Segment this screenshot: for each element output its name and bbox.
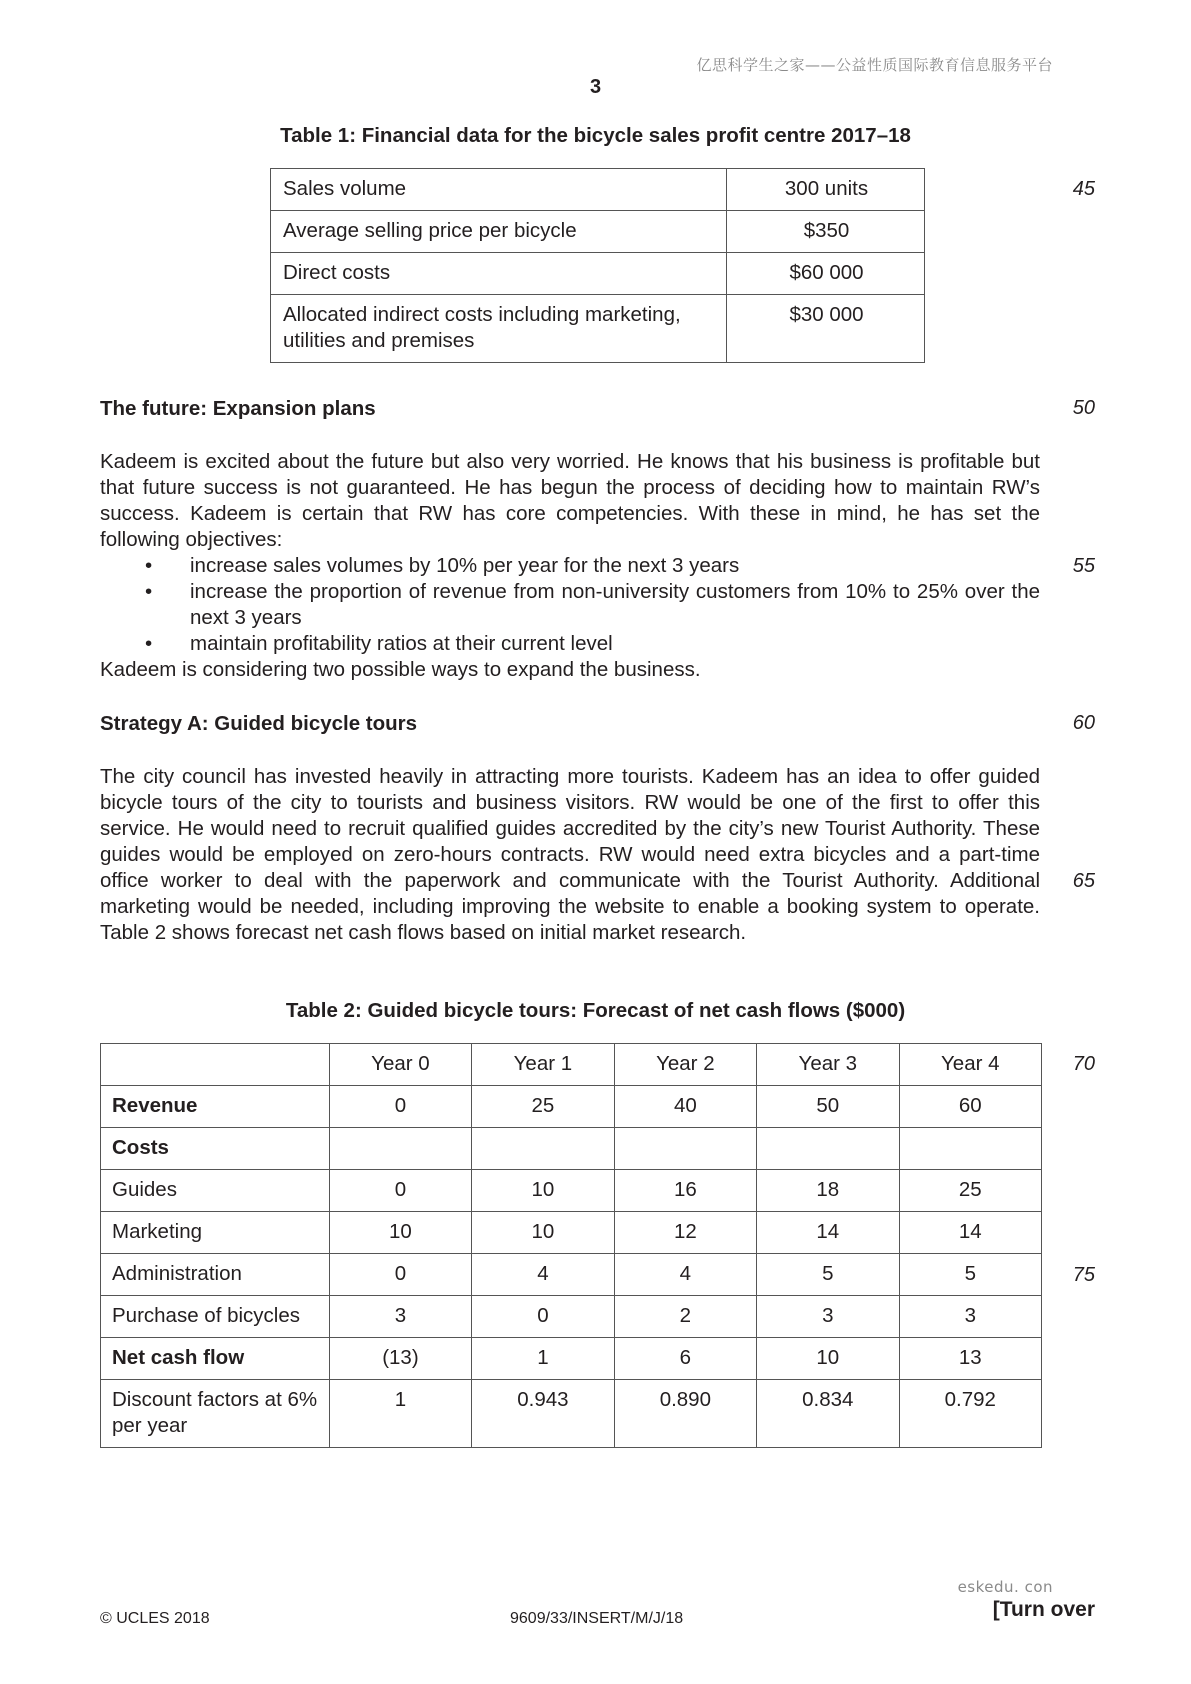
section-strategy-a-body: [100, 764, 1040, 946]
row-label: Administration: [101, 1254, 330, 1296]
table-cell: 12: [614, 1212, 756, 1254]
table-cell: 3: [899, 1296, 1041, 1338]
table1-value: $350: [727, 211, 925, 253]
table-cell: [329, 1128, 471, 1170]
row-label: Costs: [101, 1128, 330, 1170]
table-cell: 0.792: [899, 1380, 1041, 1448]
table-cell: 40: [614, 1086, 756, 1128]
table-header-row: [101, 1044, 1042, 1086]
table1-label: Sales volume: [271, 169, 727, 211]
table-cell: 3: [757, 1296, 899, 1338]
footer-paper-code: 9609/33/INSERT/M/J/18: [510, 1610, 684, 1627]
table-cell: 0: [472, 1296, 614, 1338]
line-number: 65: [1072, 870, 1095, 892]
footer-watermark: eskedu. con: [957, 1578, 1053, 1596]
row-label: Guides: [101, 1170, 330, 1212]
footer-copyright: © UCLES 2018: [100, 1610, 210, 1627]
table-cell: 0: [329, 1086, 471, 1128]
table-cell: 5: [899, 1254, 1041, 1296]
strategy-a-text: The city council has invested heavily in attracting more tourists. Kadeem has an idea to offer guided bicycle tours of the city to tourists and business visitors. RW would be one of the first to offer this service. He would need to recruit qualified guides accredited by the city’s new Tourist Authority. These guides would be employed on zero-hours contracts. RW would need extra bicycles and a part-time office worker to deal with the paperwork and communicate with the Tourist Authority. Additional marketing would be needed, including improving the website to enable a booking system to operate. Table 2 shows forecast net cash flows based on initial market research.: [100, 765, 1040, 944]
turn-over-label: [Turn over: [992, 1598, 1095, 1621]
table-cell: 4: [614, 1254, 756, 1296]
line-number: 70: [1072, 1053, 1095, 1075]
table-row: [271, 169, 925, 211]
table-cell: 0.834: [757, 1380, 899, 1448]
row-label: Purchase of bicycles: [101, 1296, 330, 1338]
table1-label: Allocated indirect costs including marketing, utilities and premises: [271, 295, 727, 363]
list-item: • increase the proportion of revenue from non-university customers from 10% to 25% over the next 3 years: [100, 579, 1040, 631]
table-cell: 0.943: [472, 1380, 614, 1448]
table1-label: Direct costs: [271, 253, 727, 295]
table-cell: 10: [472, 1170, 614, 1212]
line-number: 60: [1072, 712, 1095, 734]
table2-header-cell: Year 2: [614, 1044, 756, 1086]
future-intro: Kadeem is excited about the future but also very worried. He knows that his business is profitable but that future success is not guaranteed. He has begun the process of deciding how to maintain RW’s success. Kadeem is certain that RW has core competencies. With these in mind, he has set the following objectives:: [100, 450, 1040, 551]
table2-title: Table 2: Guided bicycle tours: Forecast of net cash flows ($000): [285, 999, 906, 1022]
table-cell: 18: [757, 1170, 899, 1212]
table-row: [101, 1212, 1042, 1254]
table-cell: 4: [472, 1254, 614, 1296]
table-row: [101, 1128, 1042, 1170]
table-row: [101, 1254, 1042, 1296]
objectives-list: [100, 553, 1040, 657]
line-number: 50: [1072, 397, 1095, 419]
table1-value: 300 units: [727, 169, 925, 211]
row-label: Revenue: [101, 1086, 330, 1128]
table-cell: 1: [329, 1380, 471, 1448]
table-cell: 13: [899, 1338, 1041, 1380]
table-cell: 10: [472, 1212, 614, 1254]
row-label: Marketing: [101, 1212, 330, 1254]
table-cell: 14: [899, 1212, 1041, 1254]
table-cell: 10: [757, 1338, 899, 1380]
section-heading-future: The future: Expansion plans: [100, 397, 376, 420]
table-cell: 25: [472, 1086, 614, 1128]
table-cell: 3: [329, 1296, 471, 1338]
table-cell: [614, 1128, 756, 1170]
table-cell: 0.890: [614, 1380, 756, 1448]
table-row: [101, 1296, 1042, 1338]
table-cell: 5: [757, 1254, 899, 1296]
list-item: • increase sales volumes by 10% per year for the next 3 years: [100, 553, 1040, 579]
page-number: 3: [589, 76, 602, 98]
row-label: Net cash flow: [101, 1338, 330, 1380]
table-cell: 10: [329, 1212, 471, 1254]
table-cell: 50: [757, 1086, 899, 1128]
table-row: [101, 1170, 1042, 1212]
list-item: • maintain profitability ratios at their current level: [100, 631, 1040, 657]
table2-header-cell: Year 1: [472, 1044, 614, 1086]
table1-value: $60 000: [727, 253, 925, 295]
table2-header-cell: Year 0: [329, 1044, 471, 1086]
table-cell: 2: [614, 1296, 756, 1338]
table1: [270, 168, 925, 363]
table-row: [271, 253, 925, 295]
table-row: [271, 295, 925, 363]
table-cell: [899, 1128, 1041, 1170]
table-row: [271, 211, 925, 253]
table-cell: 14: [757, 1212, 899, 1254]
table1-title: Table 1: Financial data for the bicycle sales profit centre 2017–18: [280, 124, 911, 147]
table-cell: 6: [614, 1338, 756, 1380]
table-cell: 1: [472, 1338, 614, 1380]
table-row: [101, 1086, 1042, 1128]
table2-header-cell: [101, 1044, 330, 1086]
table1-value: $30 000: [727, 295, 925, 363]
header-watermark: 亿思科学生之家——公益性质国际教育信息服务平台: [696, 56, 1053, 74]
line-number: 75: [1072, 1264, 1095, 1286]
section-future-body: [100, 449, 1040, 683]
line-number: 45: [1072, 178, 1095, 200]
table-cell: 16: [614, 1170, 756, 1212]
table-cell: 25: [899, 1170, 1041, 1212]
table-cell: 0: [329, 1254, 471, 1296]
future-closing: Kadeem is considering two possible ways to expand the business.: [100, 658, 701, 681]
table2-header-cell: Year 3: [757, 1044, 899, 1086]
table1-label: Average selling price per bicycle: [271, 211, 727, 253]
table-cell: 60: [899, 1086, 1041, 1128]
table2-header-cell: Year 4: [899, 1044, 1041, 1086]
section-heading-strategy-a: Strategy A: Guided bicycle tours: [100, 712, 418, 735]
table-cell: [472, 1128, 614, 1170]
table2: [100, 1043, 1042, 1448]
table-cell: [757, 1128, 899, 1170]
table-row: [101, 1380, 1042, 1448]
table-row: [101, 1338, 1042, 1380]
table-cell: (13): [329, 1338, 471, 1380]
row-label: Discount factors at 6% per year: [101, 1380, 330, 1448]
table-cell: 0: [329, 1170, 471, 1212]
line-number: 55: [1072, 555, 1095, 577]
